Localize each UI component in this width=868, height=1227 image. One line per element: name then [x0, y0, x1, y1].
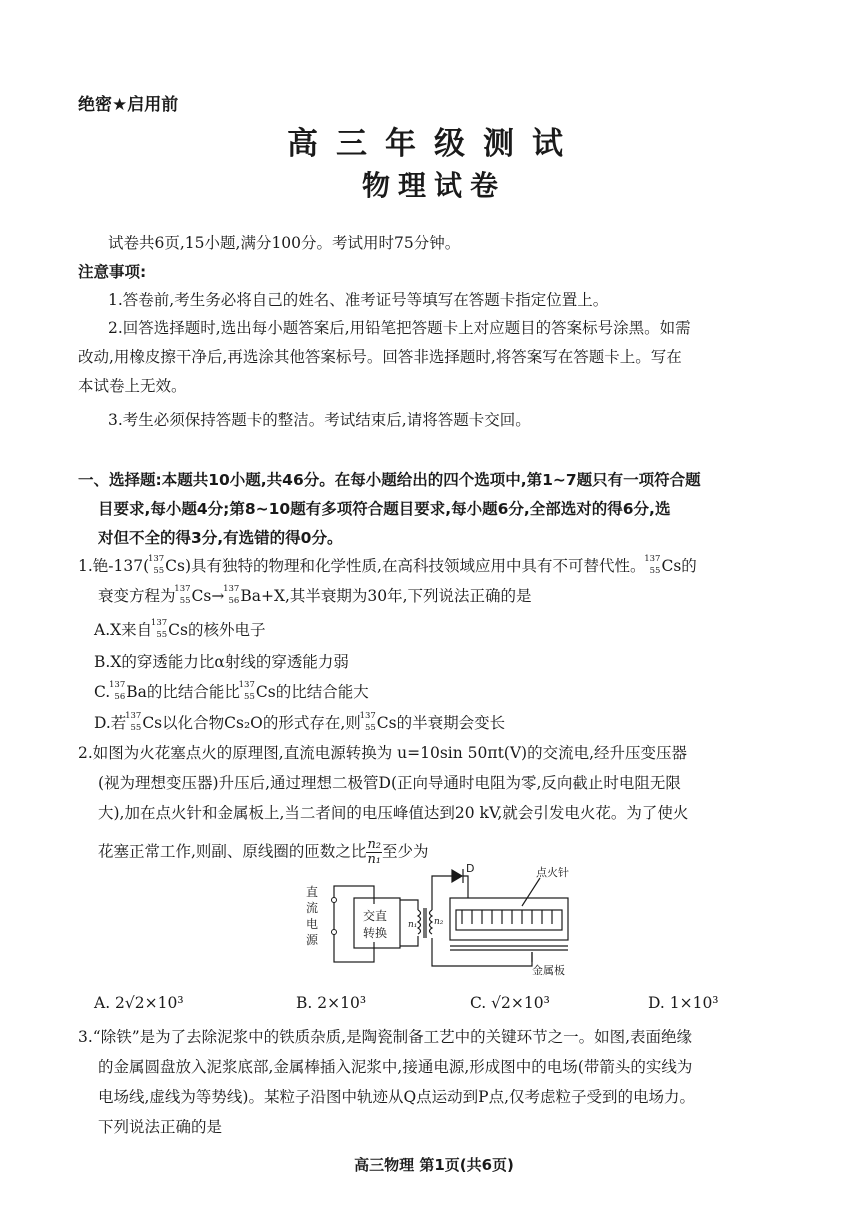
q2-line1: 2.如图为火花塞点火的原理图,直流电源转换为 u=10sin 50πt(V)的交流电,经升压变压器	[78, 744, 688, 762]
q2-option-b: B. 2×10³	[296, 994, 367, 1012]
diode-symbol	[452, 870, 462, 882]
section1-line1: 一、选择题:本题共10小题,共46分。在每小题给出的四个选项中,第1~7题只有一项符合题	[78, 471, 701, 489]
q1-option-b: B.X的穿透能力比α射线的穿透能力弱	[94, 653, 349, 671]
section1-line3: 对但不全的得3分,有选错的得0分。	[98, 529, 343, 547]
q3-line4: 下列说法正确的是	[98, 1118, 223, 1136]
n1-label: n₁	[408, 920, 418, 930]
q1-option-c: C. 137 56 Ba的比结合能比 137 55 Cs的比结合能大	[94, 680, 369, 702]
q3-line3: 电场线,虚线为等势线)。某粒子沿图中轨迹从Q点运动到P点,仅考虑粒子受到的电场力。	[98, 1088, 696, 1106]
diode-label: D	[466, 862, 475, 875]
q3-line2: 的金属圆盘放入泥浆底部,金属棒插入泥浆中,接通电源,形成图中的电场(带箭头的实线为	[98, 1058, 693, 1076]
q1-option-d: D.若 137 55 Cs以化合物Cs₂O的形式存在,则 137 55 Cs的半衰期会变长	[94, 711, 506, 733]
dc-label-2: 流	[306, 901, 319, 915]
dc-label-4: 源	[306, 933, 319, 947]
terminal-bottom	[332, 930, 337, 935]
notice-item-2-line3: 本试卷上无效。	[78, 377, 187, 395]
primary-coil	[418, 910, 421, 934]
spark-plug-body	[450, 898, 568, 940]
secondary-coil	[430, 910, 433, 934]
q2-option-c: C. √2×10³	[470, 994, 550, 1012]
n2-label: n₂	[434, 917, 444, 927]
notice-item-3: 3.考生必须保持答题卡的整洁。考试结束后,请将答题卡交回。	[108, 411, 531, 429]
turns-ratio-fraction: $\frac{\text{n₂}}{\text{n₁}}$	[367, 837, 382, 867]
plate-label: 金属板	[532, 964, 565, 977]
ba-isotope: 137 56	[223, 584, 240, 606]
notice-item-2-line2: 改动,用橡皮擦干净后,再选涂其他答案标号。回答非选择题时,将答案写在答题卡上。写在	[78, 348, 682, 366]
q2-option-a: A. 2√2×10³	[94, 994, 184, 1012]
section1-line2: 目要求,每小题4分;第8~10题有多项符合题目要求,每小题6分,全部选对的得6分,选	[98, 500, 671, 518]
notice-item-2-line1: 2.回答选择题时,选出每小题答案后,用铅笔把答题卡上对应题目的答案标号涂黑。如需	[108, 319, 691, 337]
intro-text: 试卷共6页,15小题,满分100分。考试用时75分钟。	[108, 234, 461, 252]
exam-title: 高三年级测试	[287, 126, 581, 162]
needle-label: 点火针	[536, 866, 569, 879]
dc-label-1: 直	[306, 885, 319, 899]
page-footer: 高三物理 第1页(共6页)	[354, 1156, 514, 1174]
converter-label-1: 交直	[363, 909, 388, 923]
spark-plug-circuit-diagram	[300, 862, 590, 980]
dc-label-3: 电	[306, 917, 319, 931]
notice-heading: 注意事项:	[78, 263, 147, 281]
q1-option-a: A.X来自 137 55 Cs的核外电子	[94, 618, 266, 640]
cs-isotope: 137 55	[147, 554, 165, 576]
q2-line3: 大),加在点火针和金属板上,当二者间的电压峰值达到20 kV,就会引发电火花。为了使火	[98, 804, 689, 822]
notice-item-1: 1.答卷前,考生务必将自己的姓名、准考证号等填写在答题卡指定位置上。	[108, 291, 609, 309]
q2-option-d: D. 1×10³	[648, 994, 719, 1012]
secret-mark: 绝密★启用前	[78, 95, 179, 115]
q2-line2: (视为理想变压器)升压后,通过理想二极管D(正向导通时电阻为零,反向截止时电阻无限	[98, 774, 681, 792]
q2-line4: 花塞正常工作,则副、原线圈的匝数之比 $\frac{\text{n₂}}{\text{n₁}}$ 至少为	[98, 837, 429, 867]
q1-line2: 衰变方程为 137 55 Cs→ 137 56 Ba+X,其半衰期为30年,下列说法正确的是	[98, 584, 532, 606]
q3-line1: 3.“除铁”是为了去除泥浆中的铁质杂质,是陶瓷制备工艺中的关键环节之一。如图,表面绝缘	[78, 1028, 692, 1046]
exam-subtitle: 物理试卷	[361, 169, 506, 202]
converter-label-2: 转换	[363, 926, 388, 940]
q1-line1: 1.铯-137( 137 55 Cs)具有独特的物理和化学性质,在高科技领域应用中具有不可替代性。 137 55 Cs的	[78, 554, 697, 576]
terminal-top	[332, 898, 337, 903]
